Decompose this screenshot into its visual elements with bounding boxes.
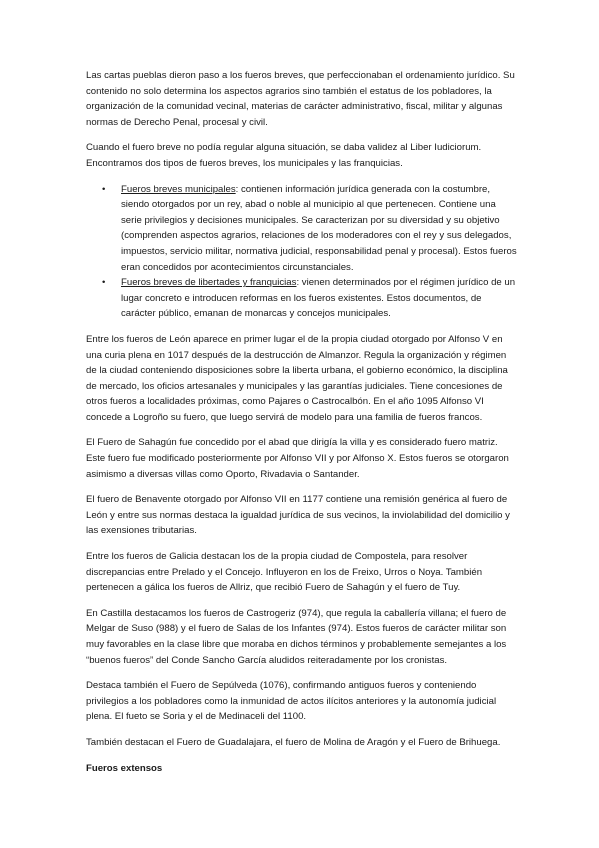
- list-item-text: : vienen determinados por el régimen jurídico de un lugar concreto e introducen reformas en los fueros existentes. Estos documentos, de carácter público, emanan de monarcas y concejos municipales.: [121, 277, 516, 320]
- paragraph-guadalajara: También destacan el Fuero de Guadalajara, el fuero de Molina de Aragón y el Fuero de Brihuega.: [86, 736, 501, 748]
- paragraph-castilla: En Castilla destacamos los fueros de Castrogeriz (974), que regula la caballería villana; el fuero de Melgar de Suso (988) y el fuero de Salas de los Infantes (974). Estos fueros de carácter militar son muy favorables en la clase libre que moraba en dichos términos y probablemente semejantes a los “buenos fueros” del Conde Sancho García aludidos reiteradamente por los cronistas.: [86, 607, 507, 666]
- fueros-breves-list: [86, 182, 518, 322]
- list-item-municipales: [102, 182, 518, 276]
- paragraph-sepulveda: Destaca también el Fuero de Sepúlveda (1076), confirmando antiguos fueros y conteniendo privilegios a los pobladores como la inmunidad de actos ilícitos anteriores y la autonomía judicial plena. El fueto se Soria y el de Medinaceli del 1100.: [86, 680, 497, 723]
- bullet-icon: •: [102, 277, 106, 289]
- paragraph-fuero-breve: Cuando el fuero breve no podía regular alguna situación, se daba validez al Liber Iudiciorum. Encontramos dos tipos de fueros breves, los municipales y las franquicias.: [86, 142, 482, 169]
- list-item-franquicias: [102, 275, 518, 322]
- paragraph-leon: Entre los fueros de León aparece en primer lugar el de la propia ciudad otorgado por Alfonso V en una curia plena en 1017 después de la destrucción de Almanzor. Regula la organización y régimen de la ciudad conteniendo disposiciones sobre la liberta urbana, el gobierno económico, la disciplina de mercado, los oficios artesanales y municipales y las garantías judiciales. Tiene concesiones de otros fueros a localidades próximas, como Pajares o Castrocalbón. En el año 1095 Alfonso VI concede a Logroño su fuero, que luego servirá de modelo para una familia de fueros francos.: [86, 333, 508, 423]
- paragraph-sahagun: El Fuero de Sahagún fue concedido por el abad que dirigía la villa y es considerado fuero matriz. Este fuero fue modificado posteriormente por Alfonso VII y por Alfonso X. Estos fueros se otorgaron asimismo a diversas villas como Oporto, Rivadavia o Santander.: [86, 437, 509, 480]
- paragraph-cartas-pueblas: Las cartas pueblas dieron paso a los fueros breves, que perfeccionaban el ordenamiento jurídico. Su contenido no solo determina los aspectos agrarios sino también el estatus de los pobladores, la organización de la comunidad vecinal, materias de carácter administrativo, fiscal, militar y algunas normas de Derecho Penal, procesal y civil.: [86, 70, 515, 128]
- section-heading: Fueros extensos: [86, 762, 163, 774]
- bullet-icon: •: [102, 183, 106, 195]
- list-item-text: : contienen información jurídica generada con la costumbre, siendo otorgados por un rey, abad o noble al municipio al que pertenecen. Contiene una serie privilegios y decisiones municipales. Se caracterizan por su diversidad y su objetivo (comprenden aspectos agrarios, relaciones de los moderadores con el rey y sus delegados, impuestos, servicio militar, normativa judicial, responsabilidad penal y procesal). Estos fueros eran concedidos por acontecimientos circunstanciales.: [121, 183, 517, 273]
- document-body: [86, 68, 518, 786]
- term-fueros-franquicias: Fueros breves de libertades y franquicias: [121, 277, 297, 289]
- term-fueros-municipales: Fueros breves municipales: [121, 183, 236, 195]
- paragraph-galicia: Entre los fueros de Galicia destacan los de la propia ciudad de Compostela, para resolver discrepancias entre Prelado y el Concejo. Influyeron en los de Freixo, Urros o Noya. También pertenecen a gálica los fueros de Allriz, que recibió Fuero de Sahagún y el fuero de Tuy.: [86, 551, 483, 594]
- paragraph-benavente: El fuero de Benavente otorgado por Alfonso VII en 1177 contiene una remisión genérica al fuero de León y entre sus normas destaca la igualdad jurídica de sus vecinos, la inviolabilidad del domicilio y las exensiones tributarias.: [86, 494, 510, 537]
